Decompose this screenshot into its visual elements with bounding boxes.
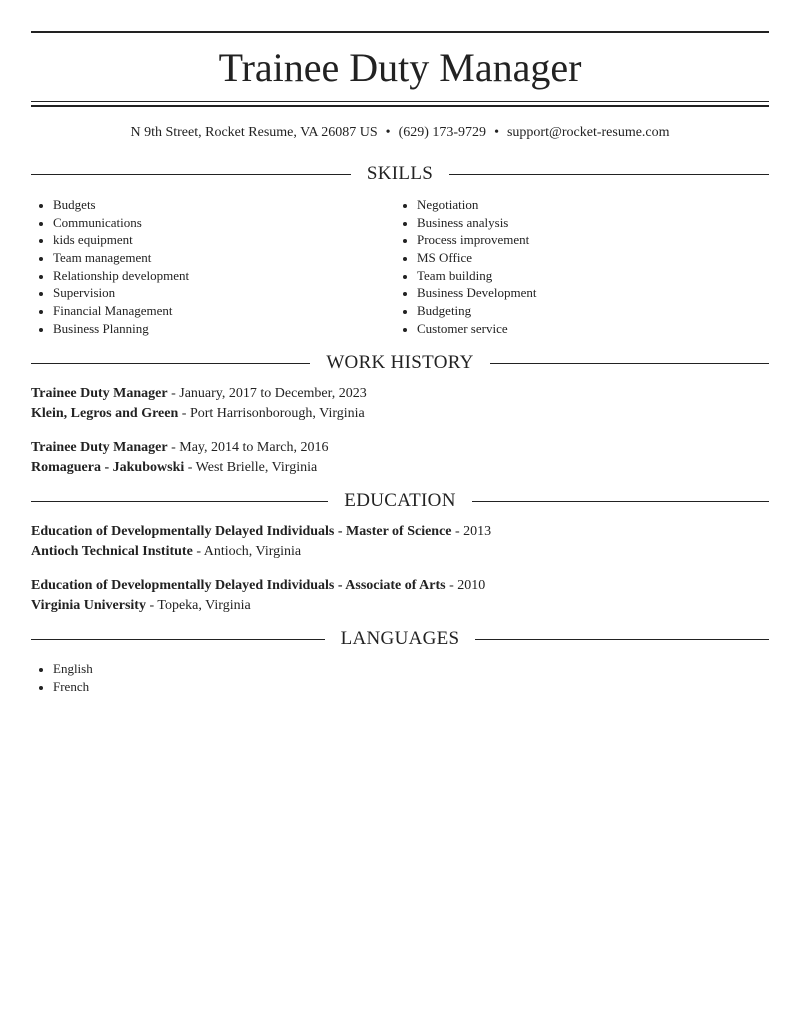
school-name: Virginia University	[31, 598, 146, 613]
contact-separator: •	[494, 125, 499, 140]
skills-heading	[31, 162, 769, 186]
work-history-heading	[31, 351, 769, 375]
job-employer: Romaguera - Jakubowski	[31, 460, 185, 475]
degree-name: Education of Developmentally Delayed Individuals - Master of Science	[31, 524, 452, 539]
school-name: Antioch Technical Institute	[31, 544, 193, 559]
language-item: French	[31, 678, 93, 696]
skill-item: Business analysis	[395, 214, 537, 232]
languages-heading-label: LANGUAGES	[340, 628, 460, 649]
heading-rule	[31, 363, 310, 364]
education-entry	[31, 576, 769, 616]
degree-row	[31, 522, 769, 542]
job-title-row	[31, 438, 769, 458]
education-heading-label: EDUCATION	[344, 490, 456, 511]
job-dates: - May, 2014 to March, 2016	[167, 440, 329, 455]
degree-year: - 2013	[451, 524, 492, 539]
skills-heading-label: SKILLS	[366, 163, 434, 184]
heading-rule	[475, 639, 769, 640]
heading-rule	[31, 174, 351, 175]
skill-item: Team building	[395, 267, 537, 285]
degree-row	[31, 576, 769, 596]
heading-rule	[490, 363, 769, 364]
school-location: - Topeka, Virginia	[145, 598, 251, 613]
skill-item: kids equipment	[31, 231, 189, 249]
skill-item: Financial Management	[31, 302, 189, 320]
language-item: English	[31, 660, 93, 678]
education-heading	[31, 489, 769, 513]
job-location: - West Brielle, Virginia	[184, 460, 318, 475]
contact-separator: •	[385, 125, 391, 140]
skill-item: Business Development	[395, 284, 537, 302]
contact-line	[31, 124, 769, 142]
contact-phone: (629) 173-9729	[398, 125, 487, 140]
skill-item: Relationship development	[31, 267, 189, 285]
job-title: Trainee Duty Manager	[31, 440, 168, 455]
skill-item: Team management	[31, 249, 189, 267]
skill-item: Process improvement	[395, 231, 537, 249]
languages-list	[31, 660, 93, 695]
work-history-heading-label: WORK HISTORY	[326, 352, 474, 373]
contact-address: N 9th Street, Rocket Resume, VA 26087 US	[130, 125, 378, 140]
skill-item: Budgets	[31, 196, 189, 214]
job-location: - Port Harrisonborough, Virginia	[178, 406, 365, 421]
heading-rule	[31, 639, 325, 640]
school-row	[31, 542, 769, 562]
degree-name: Education of Developmentally Delayed Individuals - Associate of Arts	[31, 578, 446, 593]
job-employer: Klein, Legros and Green	[31, 406, 179, 421]
top-rule	[31, 31, 769, 33]
heading-rule	[449, 174, 769, 175]
degree-year: - 2010	[445, 578, 486, 593]
job-title: Trainee Duty Manager	[31, 386, 168, 401]
job-entry	[31, 384, 769, 424]
skill-item: Supervision	[31, 284, 189, 302]
education-entry	[31, 522, 769, 562]
school-row	[31, 596, 769, 616]
job-entry	[31, 438, 769, 478]
skill-item: Business Planning	[31, 320, 189, 338]
resume-title: Trainee Duty Manager	[218, 45, 582, 90]
skill-item: Negotiation	[395, 196, 537, 214]
job-employer-row	[31, 458, 769, 478]
skill-item: Customer service	[395, 320, 537, 338]
school-location: - Antioch, Virginia	[192, 544, 302, 559]
job-title-row	[31, 384, 769, 404]
skill-item: Communications	[31, 214, 189, 232]
skill-item: Budgeting	[395, 302, 537, 320]
languages-heading	[31, 627, 769, 651]
skills-list-left	[31, 196, 189, 338]
skill-item: MS Office	[395, 249, 537, 267]
heading-rule	[472, 501, 769, 502]
contact-email: support@rocket-resume.com	[506, 125, 670, 140]
title-double-rule	[31, 101, 769, 107]
heading-rule	[31, 501, 328, 502]
skills-list-right	[395, 196, 537, 338]
job-dates: - January, 2017 to December, 2023	[167, 386, 367, 401]
job-employer-row	[31, 404, 769, 424]
